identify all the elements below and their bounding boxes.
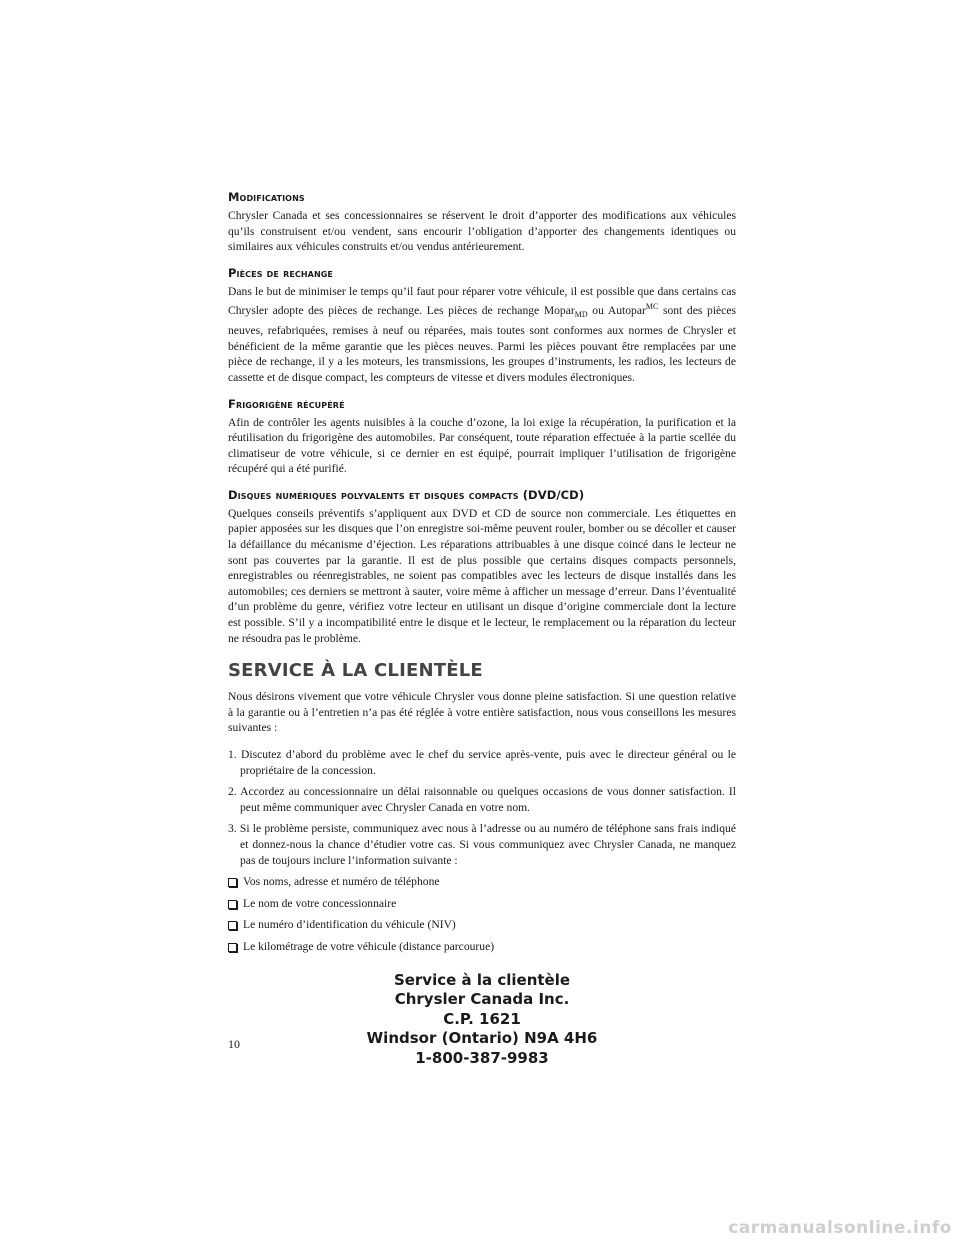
page-content: [228, 190, 736, 1068]
list-item: 2. Accordez au concessionnaire un délai raisonnable ou quelques occasions de vous donner satisfaction. Il peut même communiquer avec Chrysler Canada en votre nom.: [228, 785, 736, 814]
paragraph-service-intro: Nous désirons vivement que votre véhicule Chrysler vous donne pleine satisfaction. Si une question relative à la garantie ou à l’entretien n’a pas été réglée à votre entière satisfaction, nous vous conseillons les mesures suivantes :: [228, 690, 736, 735]
paragraph-modifications: Chrysler Canada et ses concessionnaires se réservent le droit d’apporter des modifications aux véhicules qu’ils construisent et/ou vendent, sans encourir l’obligation d’apporter des changements identiques ou similaires aux véhicules construits et/ou vendus antérieurement.: [228, 209, 736, 254]
pieces-text-1: Dans le but de minimiser le temps qu’il faut pour réparer votre véhicule, il est possible que dans certains cas Chrysler adopte des pièces de rechange. Les pièces de rechange Mopar: [228, 284, 736, 318]
info-checklist: [228, 874, 736, 954]
checklist-text: Le numéro d’identification du véhicule (NIV): [243, 918, 456, 932]
contact-block: [228, 971, 736, 1069]
paragraph-pieces-de-rechange: [228, 284, 736, 386]
list-item: 1. Discutez d’abord du problème avec le chef du service après-vente, puis avec le directeur général ou le propriétaire de la concession.: [228, 748, 736, 777]
checkbox-icon: [228, 943, 237, 952]
checkbox-icon: [228, 900, 237, 909]
list-item: [228, 874, 736, 890]
checklist-text: Vos noms, adresse et numéro de téléphone: [243, 875, 440, 889]
checklist-text: Le nom de votre concessionnaire: [243, 896, 397, 910]
contact-line: Chrysler Canada Inc.: [394, 990, 570, 1009]
heading-pieces-de-rechange: Pièces de rechange: [228, 265, 333, 280]
contact-line: C.P. 1621: [443, 1009, 521, 1028]
heading-frigorigene: Frigorigène récupéré: [228, 396, 345, 411]
list-item: [228, 896, 736, 912]
pieces-text-2: ou Autopar: [587, 304, 646, 318]
contact-line: Windsor (Ontario) N9A 4H6: [366, 1029, 598, 1048]
heading-disques: Disques numériques polyvalents et disques compacts (DVD/CD): [228, 487, 585, 502]
contact-phone: 1-800-387-9983: [415, 1048, 549, 1067]
contact-line: Service à la clientèle: [393, 970, 571, 989]
paragraph-disques: Quelques conseils préventifs s’appliquent aux DVD et CD de source non commerciale. Les étiquettes en papier apposées sur les disques que l’on enregistre soi-même peuvent rouler, bomber ou se décoller et causer la défaillance du mécanisme d’éjection. Les réparations attribuables à une disque coincé dans le lecteur ne sont pas couvertes par la garantie. Il est de plus possible que certains disques compacts personnels, enregistrables ou réenregistrables, ne soient pas compatibles avec les lecteurs de disque installés dans les automobiles; ces derniers se mettront à sauter, voire même à afficher un message d’erreur. Dans l’éventualité d’un problème du genre, vérifiez votre lecteur en utilisant un disque d’origine commerciale dont la lecture est possible. S’il y a incompatibilité entre le disque et le lecteur, le remplacement ou la réparation du lecteur ne résoudra pas le problème.: [228, 506, 736, 645]
list-item: 3. Si le problème persiste, communiquez avec nous à l’adresse ou au numéro de téléphone sans frais indiqué et donnez-nous la chance d’étudier votre cas. Si vous communiquez avec Chrysler Canada, ne manquez pas de toujours inclure l’information suivante :: [228, 822, 736, 867]
watermark: carmanualsonline.info: [728, 1218, 952, 1238]
checkbox-icon: [228, 921, 237, 930]
heading-service-clientele: SERVICE À LA CLIENTÈLE: [228, 660, 483, 682]
mopar-md-mark: MD: [574, 310, 588, 320]
paragraph-frigorigene: Afin de contrôler les agents nuisibles à la couche d’ozone, la loi exige la récupération, la purification et la réutilisation du frigorigène des automobiles. Par conséquent, toute réparation effectuée à la partie scellée du climatiseur de votre véhicule, si ce dernier en est équipé, pourrait impliquer l’utilisation de frigorigène récupéré qui a été purifié.: [228, 415, 736, 476]
autopar-mc-mark: MC: [645, 302, 659, 312]
service-steps-list: [228, 747, 736, 868]
page-number: 10: [228, 1037, 240, 1051]
heading-modifications: Modifications: [228, 190, 305, 204]
checklist-text: Le kilométrage de votre véhicule (distance parcourue): [243, 939, 495, 953]
pieces-text-3: sont des pièces neuves, refabriquées, remises à neuf ou réparées, mais toutes sont conformes aux normes de Chrysler et bénéficient de la même garantie que les pièces neuves. Parmi les pièces pouvant être remplacées par une pièce de rechange, il y a les moteurs, les transmissions, les groupes d’instruments, les radios, les lecteurs de cassette et de disque compact, les compteurs de vitesse et divers modules électroniques.: [228, 304, 736, 384]
checkbox-icon: [228, 878, 237, 887]
list-item: [228, 917, 736, 933]
list-item: [228, 939, 736, 955]
